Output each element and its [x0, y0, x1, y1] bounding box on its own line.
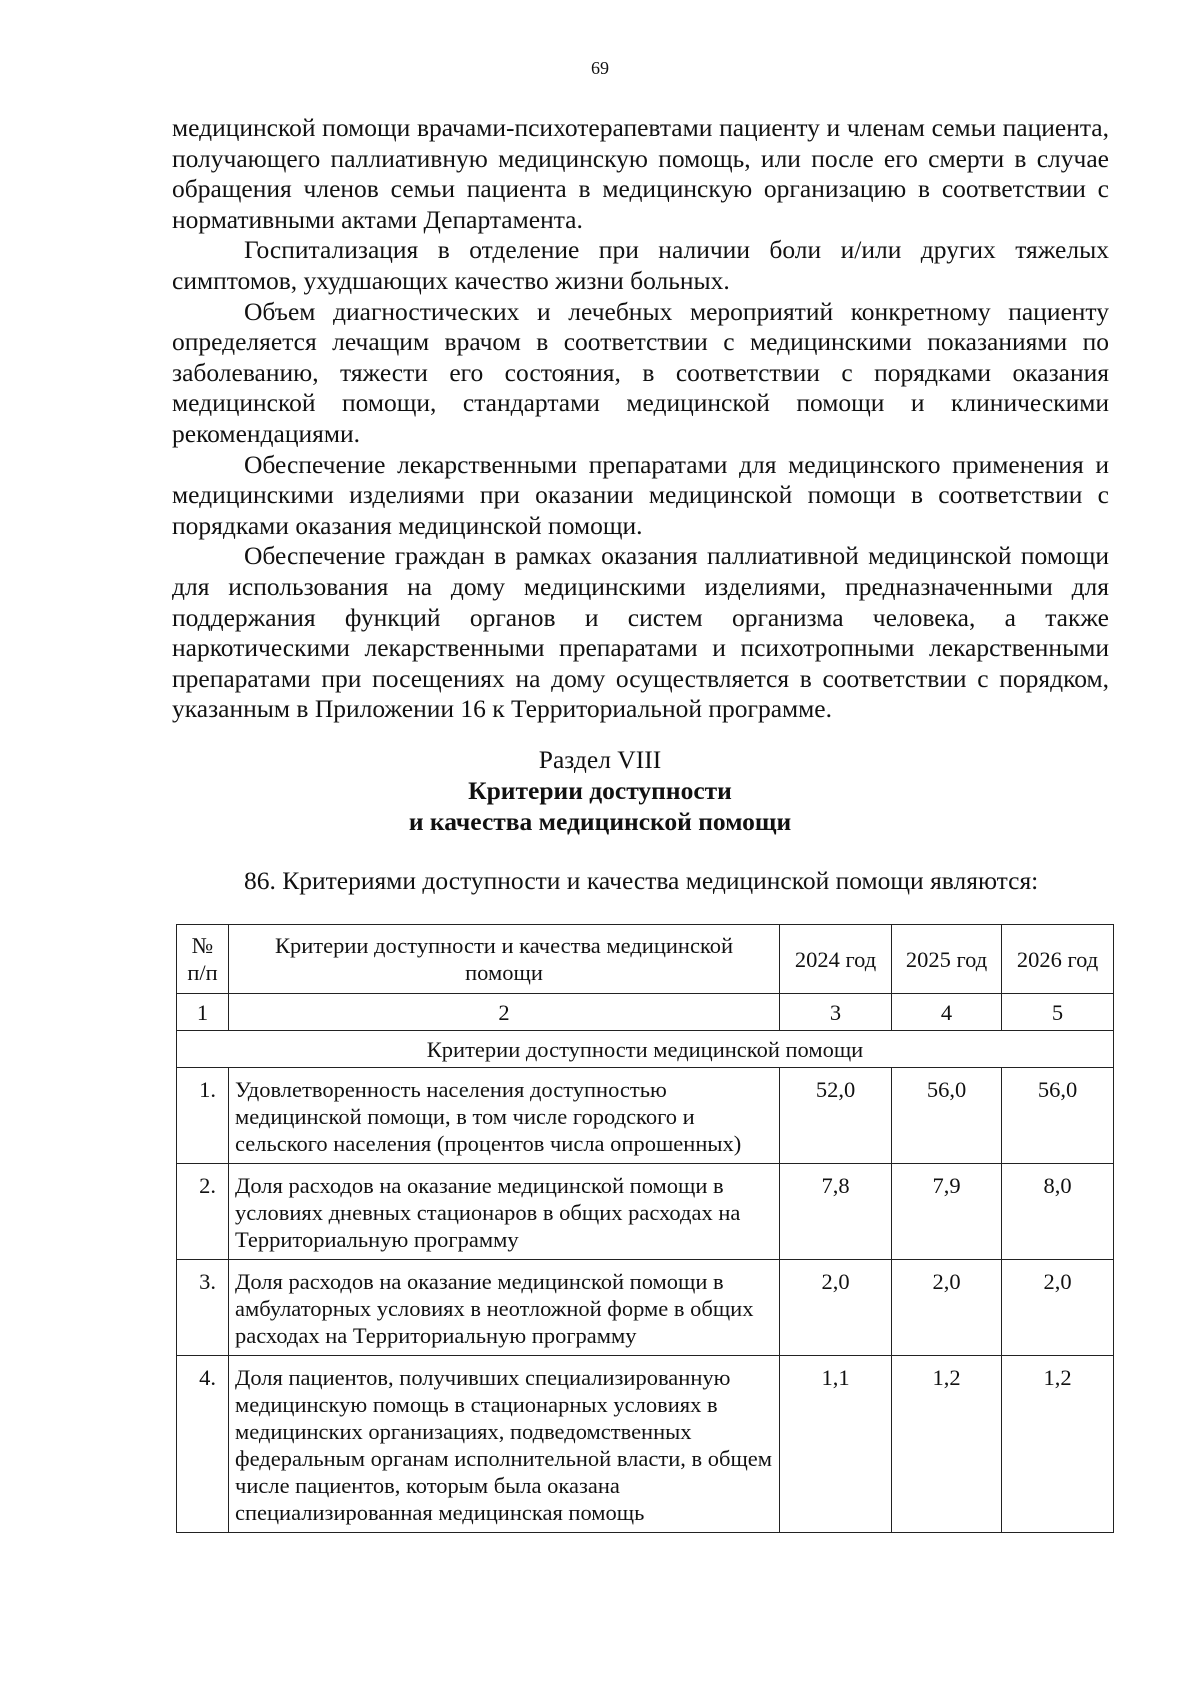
row-value-2024: 2,0 [780, 1260, 892, 1356]
row-value-2025: 1,2 [892, 1356, 1002, 1533]
header-criteria: Критерии доступности и качества медицинской помощи [229, 925, 780, 994]
section-label: Раздел VIII [538, 745, 662, 774]
table-row [177, 1068, 1114, 1164]
row-value-2025: 56,0 [892, 1068, 1002, 1164]
row-number: 4. [177, 1356, 229, 1533]
row-value-2026: 56,0 [1002, 1068, 1114, 1164]
table-row [177, 1164, 1114, 1260]
row-value-2026: 1,2 [1002, 1356, 1114, 1533]
header-2026: 2026 год [1002, 925, 1114, 994]
row-value-2024: 52,0 [780, 1068, 892, 1164]
header-num: № п/п [177, 925, 229, 994]
row-value-2025: 2,0 [892, 1260, 1002, 1356]
header-2025: 2025 год [892, 925, 1002, 994]
column-number: 4 [892, 994, 1002, 1031]
table-row [177, 1356, 1114, 1533]
section-title-line-2: и качества медицинской помощи [408, 807, 792, 836]
paragraph: медицинской помощи врачами-психотерапевтами пациенту и членам семьи пациента, получающего паллиативную медицинскую помощь, или после его смерти в случае обращения членов семьи пациента в медицинскую организацию в соответствии с нормативными актами Департамента. [172, 113, 1109, 234]
criteria-intro: 86. Критериями доступности и качества медицинской помощи являются: [244, 866, 1039, 895]
header-2024: 2024 год [780, 925, 892, 994]
row-number: 3. [177, 1260, 229, 1356]
column-number: 3 [780, 994, 892, 1031]
group-title: Критерии доступности медицинской помощи [177, 1031, 1114, 1068]
row-value-2026: 2,0 [1002, 1260, 1114, 1356]
row-criteria: Доля пациентов, получивших специализированную медицинскую помощь в стационарных условиях в медицинских организациях, подведомственных федеральным органам исполнительной власти, в общем числе пациентов, которым была оказана специализированная медицинская помощь [229, 1356, 780, 1533]
table-row [177, 1260, 1114, 1356]
criteria-table [176, 924, 1114, 1533]
row-number: 1. [177, 1068, 229, 1164]
section-heading [0, 744, 1200, 837]
paragraph: Обеспечение лекарственными препаратами для медицинского применения и медицинскими изделиями при оказании медицинской помощи в соответствии с порядками оказания медицинской помощи. [172, 449, 1109, 540]
row-value-2025: 7,9 [892, 1164, 1002, 1260]
row-value-2024: 1,1 [780, 1356, 892, 1533]
row-criteria: Удовлетворенность населения доступностью медицинской помощи, в том числе городского и сельского населения (процентов числа опрошенных) [229, 1068, 780, 1164]
page-number: 69 [591, 58, 609, 78]
body-text [172, 113, 1109, 725]
row-value-2024: 7,8 [780, 1164, 892, 1260]
row-value-2026: 8,0 [1002, 1164, 1114, 1260]
group-row [177, 1031, 1114, 1068]
column-number: 2 [229, 994, 780, 1031]
paragraph: Госпитализация в отделение при наличии боли и/или других тяжелых симптомов, ухудшающих качество жизни больных. [172, 235, 1109, 295]
section-title-line-1: Критерии доступности [468, 776, 732, 805]
paragraph: Обеспечение граждан в рамках оказания паллиативной медицинской помощи для использования на дому медицинскими изделиями, предназначенными для поддержания функций органов и систем организма человека, а также наркотическими лекарственными препаратами и психотропными лекарственными препаратами при посещениях на дому осуществляется в соответствии с порядком, указанным в Приложении 16 к Территориальной программе. [172, 541, 1109, 724]
row-number: 2. [177, 1164, 229, 1260]
paragraph: Объем диагностических и лечебных мероприятий конкретному пациенту определяется лечащим врачом в соответствии с медицинскими показаниями по заболеванию, тяжести его состояния, в соответствии с порядками оказания медицинской помощи, стандартами медицинской помощи и клиническими рекомендациями. [172, 296, 1109, 448]
column-number: 5 [1002, 994, 1114, 1031]
column-number: 1 [177, 994, 229, 1031]
row-criteria: Доля расходов на оказание медицинской помощи в амбулаторных условиях в неотложной форме в общих расходах на Территориальную программу [229, 1260, 780, 1356]
table-header-row [177, 925, 1114, 994]
column-number-row [177, 994, 1114, 1031]
row-criteria: Доля расходов на оказание медицинской помощи в условиях дневных стационаров в общих расходах на Территориальную программу [229, 1164, 780, 1260]
